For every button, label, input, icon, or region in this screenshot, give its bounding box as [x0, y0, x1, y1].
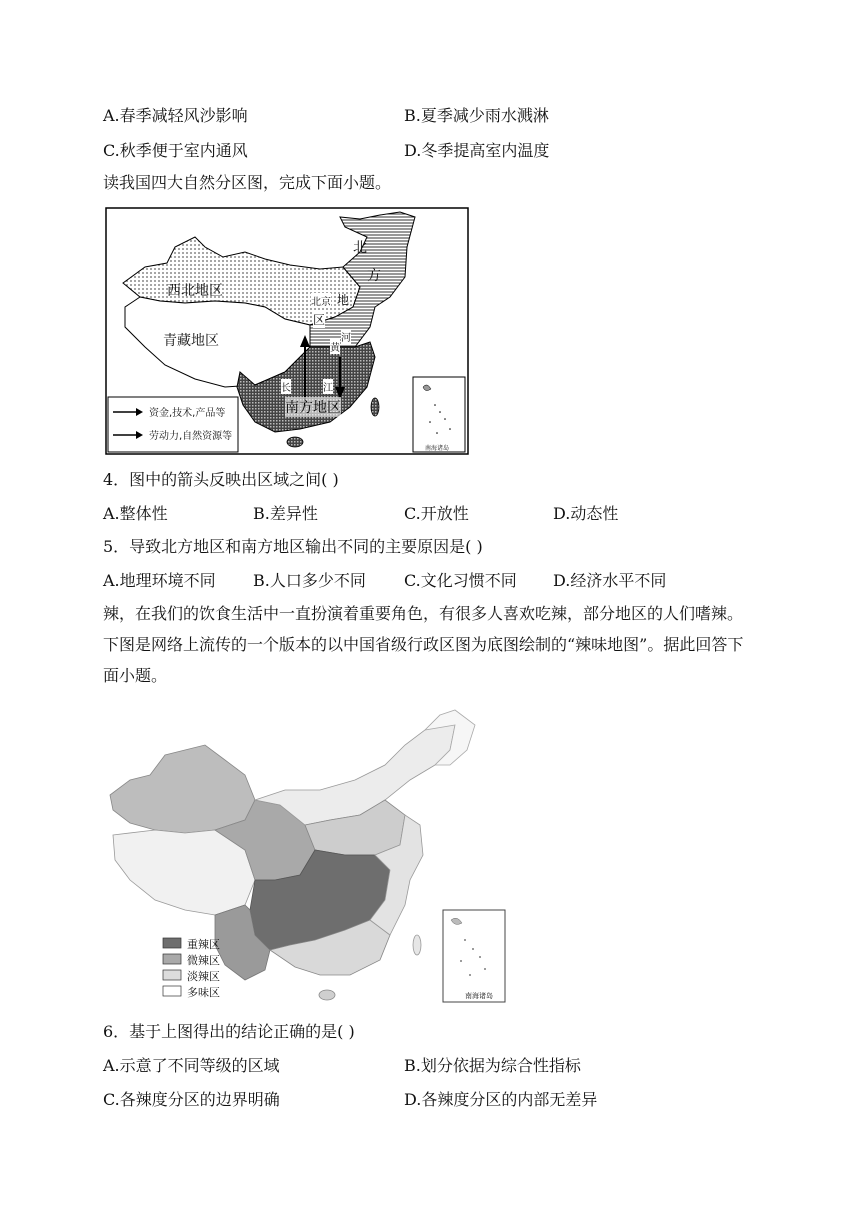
map2-legend-micro: 微辣区 [187, 954, 220, 967]
q3-option-d: D.冬季提高室内温度 [404, 141, 550, 160]
q5-option-c: C.文化习惯不同 [404, 571, 517, 590]
q4-option-a: A.整体性 [103, 504, 168, 523]
q6-option-c: C.各辣度分区的边界明确 [103, 1090, 280, 1109]
q4-stem: 4．图中的箭头反映出区域之间( ) [103, 470, 339, 489]
map1-label-north-4: 区 [313, 313, 326, 327]
q5-option-b: B.人口多少不同 [253, 571, 366, 590]
q4-option-b: B.差异性 [253, 504, 318, 523]
q6-option-a: A.示意了不同等级的区域 [103, 1056, 280, 1075]
spicy-map [105, 705, 507, 1005]
map1-label-he: 河 [341, 329, 351, 344]
map2-legend-multi: 多味区 [187, 986, 220, 999]
map1-legend-item1: 资金,技术,产品等 [149, 408, 226, 419]
map1-label-chang: 长 [281, 379, 291, 394]
q5-option-d: D.经济水平不同 [553, 571, 667, 590]
intro-spicy-map: 辣，在我们的饮食生活中一直扮演着重要角色，有很多人喜欢吃辣，部分地区的人们嗜辣。下图是网络上流传的一个版本的以中国省级行政区图为底图绘制的“辣味地图”。据此回答下面小题。 [103, 604, 744, 685]
map1-label-north-2: 方 [367, 268, 381, 284]
map1-label-qingzang: 青藏地区 [163, 333, 219, 349]
map1-legend-item2: 劳动力,自然资源等 [149, 431, 233, 442]
q6-option-b: B.划分依据为综合性指标 [404, 1056, 581, 1075]
map1-label-huang: 黄 [330, 339, 340, 354]
map2-inset-label: 南海诸岛 [465, 992, 493, 1000]
q6-option-d: D.各辣度分区的内部无差异 [404, 1090, 598, 1109]
map1-label-south: 南方地区 [285, 397, 341, 417]
q3-option-b: B.夏季减少雨水溅淋 [404, 106, 549, 125]
q5-stem: 5．导致北方地区和南方地区输出不同的主要原因是( ) [103, 537, 483, 556]
map1-label-jiang: 江 [323, 379, 333, 394]
map1-label-northwest: 西北地区 [167, 283, 223, 299]
map1-label-beijing: 北京 [311, 293, 331, 308]
q3-option-c: C.秋季便于室内通风 [103, 141, 248, 160]
map1-label-north-3: 地 [337, 293, 350, 307]
q6-stem: 6．基于上图得出的结论正确的是( ) [103, 1022, 355, 1041]
q3-option-a: A.春季减轻风沙影响 [103, 106, 248, 125]
map1-label-north-1: 北 [353, 240, 367, 256]
q4-option-c: C.开放性 [404, 504, 469, 523]
q4-option-d: D.动态性 [553, 504, 619, 523]
map1-inset-label: 南海诸岛 [425, 445, 450, 452]
natural-regions-map [105, 207, 469, 455]
intro-natural-regions: 读我国四大自然分区图，完成下面小题。 [103, 173, 392, 192]
map2-legend-light: 淡辣区 [187, 970, 220, 983]
q5-option-a: A.地理环境不同 [103, 571, 216, 590]
map2-legend-heavy: 重辣区 [187, 938, 220, 951]
